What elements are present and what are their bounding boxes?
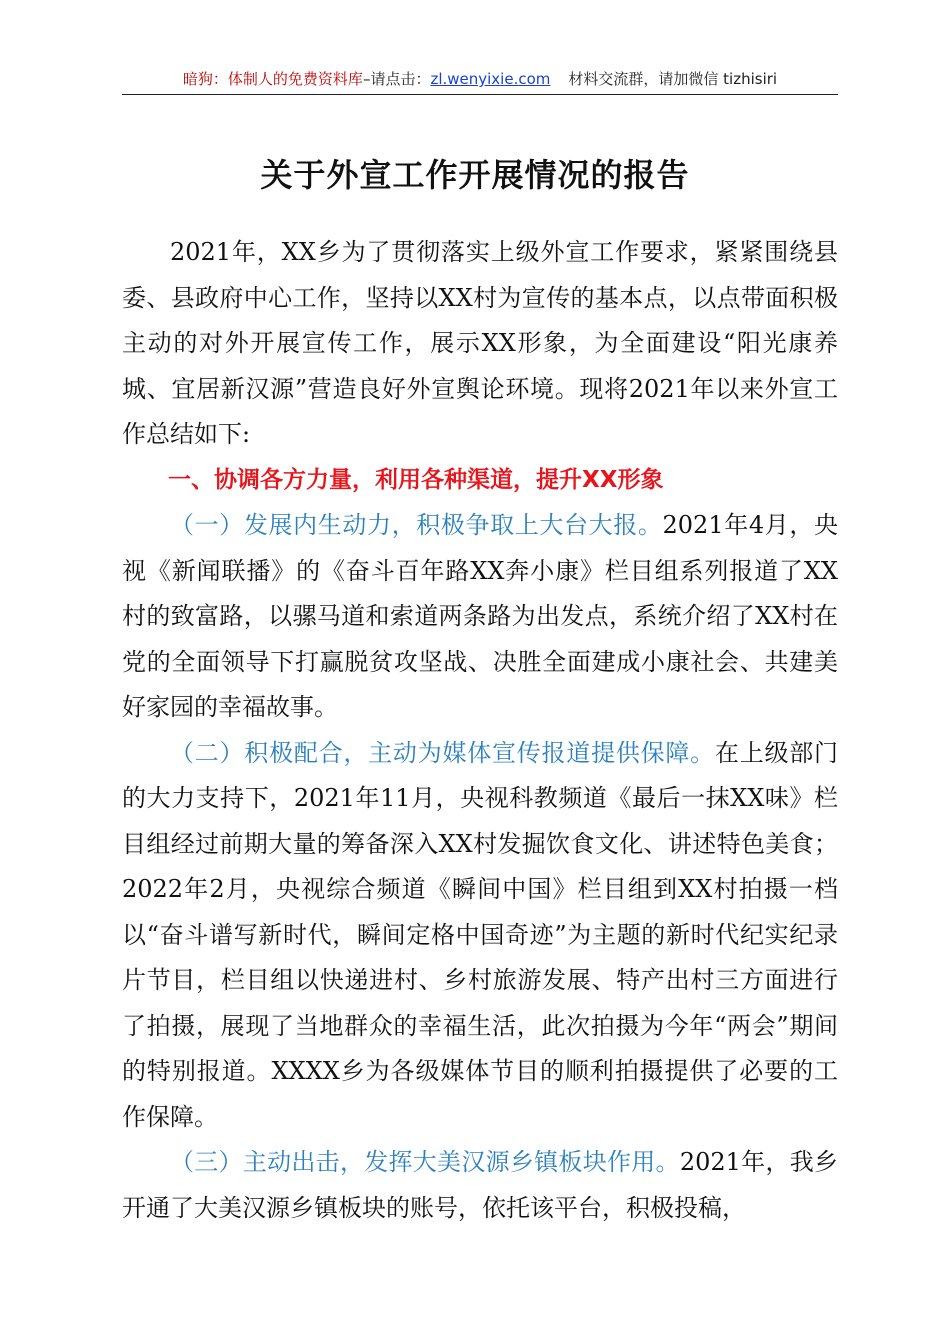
header-link[interactable]: zl.wenyixie.com bbox=[430, 70, 551, 88]
header-divider bbox=[122, 94, 838, 95]
item-3-text: 2021年，我乡开通了大美汉源乡镇板块的账号，依托该平台，积极投稿， bbox=[122, 1148, 839, 1222]
item-1-text: 2021年4月，央视《新闻联播》的《奋斗百年路XX奔小康》栏目组系列报道了XX村的致富路，以骡马道和索道两条路为出发点，系统介绍了XX村在党的全面领导下打赢脱贫攻坚战、决胜全面建成小康社会、共建美好家园的幸福故事。 bbox=[122, 511, 838, 721]
section-1-heading: 一、协调各方力量，利用各种渠道，提升XX形象 bbox=[168, 466, 664, 493]
header-click-prompt: –请点击： bbox=[362, 70, 431, 88]
document-title: 关于外宣工作开展情况的报告 bbox=[260, 156, 690, 194]
item-1-subheading: （一）发展内生动力，积极争取上大台大报。 bbox=[170, 511, 663, 539]
section-1-item-3 bbox=[122, 1140, 838, 1231]
header-site-name: 暗狗：体制人的免费资料库 bbox=[182, 70, 363, 88]
item-2-text: 在上级部门的大力支持下，2021年11月，央视科教频道《最后一抹XX味》栏目组经过前期大量的筹备深入XX村发掘饮食文化、讲述特色美食；2022年2月，央视综合频道《瞬间中国》栏目组到XX村拍摄一档以“奋斗谱写新时代，瞬间定格中国奇迹”为主题的新时代纪实纪录片节目，栏目组以快递进村、乡村旅游发展、特产出村三方面进行了拍摄，展现了当地群众的幸福生活，此次拍摄为今年“两会”期间的特别报道。XXXX乡为各级媒体节目的顺利拍摄提供了必要的工作保障。 bbox=[122, 738, 838, 1131]
document-body bbox=[122, 230, 838, 1231]
intro-paragraph: 2021年，XX乡为了贯彻落实上级外宣工作要求，紧紧围绕县委、县政府中心工作，坚持以XX村为宣传的基本点，以点带面积极主动的对外开展宣传工作，展示XX形象，为全面建设“阳光康养城、宜居新汉源”营造良好外宣舆论环境。现将2021年以来外宣工作总结如下: bbox=[122, 238, 838, 448]
item-2-subheading: （二）积极配合，主动为媒体宣传报道提供保障。 bbox=[170, 738, 715, 767]
watermark-header bbox=[122, 68, 838, 89]
item-3-subheading: （三）主动出击，发挥大美汉源乡镇板块作用。 bbox=[170, 1148, 680, 1176]
section-1-item-1 bbox=[122, 503, 838, 731]
header-wechat-note: 材料交流群，请加微信 tizhisiri bbox=[568, 70, 778, 88]
section-1-item-2 bbox=[122, 731, 838, 1141]
